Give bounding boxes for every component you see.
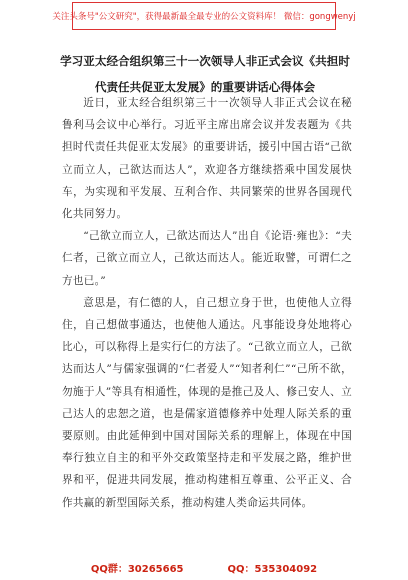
footer-contacts	[0, 560, 408, 578]
promo-banner	[52, 2, 356, 30]
title-line-1: 学习亚太经合组织第三十一次领导人非正式会议《共担时	[60, 54, 350, 68]
promo-banner-text: 关注头条号"公文研究"，获得最新最全最专业的公文资料库！ 微信：gongwenyj	[52, 12, 356, 22]
footer-qq-group: QQ群：30265665	[90, 564, 184, 575]
paragraph-1: 近日，亚太经合组织第三十一次领导人非正式会议在秘鲁利马会议中心举行。习近平主席出席会议并发表题为《共担时代责任共促亚太发展》的重要讲话，援引中国古语“己欲立而立人，己欲达而达人”，欢迎各方继续搭乘中国发展快车，为实现和平发展、互利合作、共同繁荣的世界各国现代化共同努力。	[62, 97, 352, 221]
paragraph-3: 意思是，有仁德的人，自己想立身于世，也使他人立得住，自己想做事通达，也使他人通达。凡事能设身处地将心比心，可以称得上是实行仁的方法了。“己欲立而立人，己欲达而达人”与儒家强调的“仁者爱人”“知者利仁”“己所不欲，勿施于人”等具有相通性，体现的是推己及人、修己安人、立己达人的忠恕之道，也是儒家道德修养中处理人际关系的重要原则。由此延伸到中国对国际关系的理解上，体现在中国奉行独立自主的和平外交政策坚持走和平发展之路，维护世界和平，促进共同发展，推动构建相互尊重、公平正义、合作共赢的新型国际关系，推动构建人类命运共同体。	[62, 296, 352, 509]
footer-qq: QQ：535304092	[227, 564, 318, 575]
paragraph-2: “己欲立而立人，己欲达而达人”出自《论语·雍也》：“夫仁者，己欲立而立人，己欲达而达人。能近取譬，可谓仁之方也已。”	[62, 230, 352, 287]
document-body	[62, 92, 352, 514]
title-line-2: 代责任共促亚太发展》的重要讲话心得体会	[94, 80, 316, 94]
